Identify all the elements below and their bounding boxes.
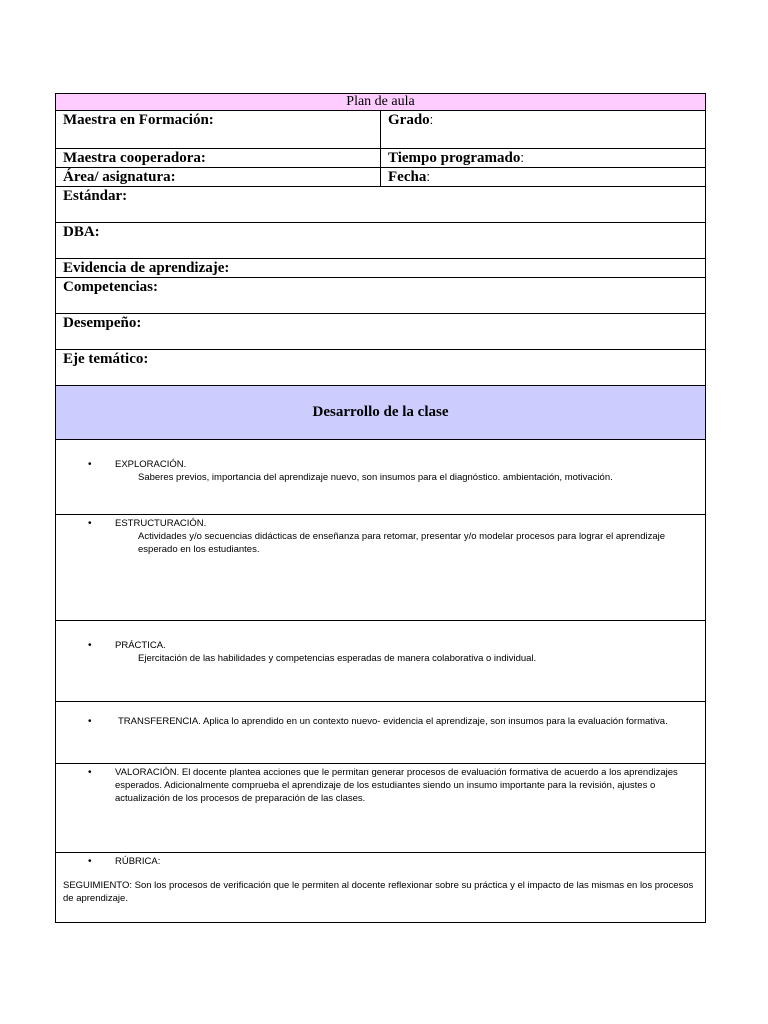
bullet-icon: • [88, 518, 92, 529]
fecha-colon: : [426, 169, 430, 184]
estandar-cell [56, 187, 706, 223]
estructuracion-text: Actividades y/o secuencias didácticas de enseñanza para retomar, presentar y/o modelar procesos para lograr el aprendizaje esperado en los estudiantes. [138, 531, 666, 555]
desempeno-label: Desempeño: [63, 315, 142, 331]
lesson-plan-document [55, 93, 705, 923]
exploracion-text: Saberes previos, importancia del aprendizaje nuevo, son insumos para el diagnóstico. ambientación, motivación. [138, 472, 613, 483]
bullet-icon: • [88, 459, 92, 470]
fecha-cell [381, 168, 706, 187]
valoracion-cell [56, 764, 706, 853]
seguimiento-text: SEGUIMIENTO: Son los procesos de verificación que le permiten al docente reflexionar sobre su práctica y el impacto de las mismas en los procesos de aprendizaje. [63, 880, 694, 904]
competencias-cell [56, 278, 706, 314]
maestra-cooperadora-label: Maestra cooperadora: [63, 150, 206, 166]
eje-tematico-label: Eje temático: [63, 351, 149, 367]
practica-cell [56, 621, 706, 702]
bullet-icon: • [88, 640, 92, 651]
bullet-icon: • [88, 767, 92, 778]
maestra-formacion-cell [56, 111, 381, 149]
estructuracion-title: ESTRUCTURACIÓN. [115, 518, 207, 529]
rubrica-cell [56, 853, 706, 923]
evidencia-label: Evidencia de aprendizaje: [63, 260, 230, 276]
area-cell [56, 168, 381, 187]
lesson-plan-table [55, 93, 706, 923]
exploracion-title: EXPLORACIÓN. [115, 459, 187, 470]
plan-title: Plan de aula [56, 94, 706, 111]
estructuracion-cell [56, 515, 706, 621]
competencias-label: Competencias: [63, 279, 158, 295]
dba-cell [56, 223, 706, 259]
fecha-label: Fecha [388, 169, 427, 185]
practica-text: Ejercitación de las habilidades y competencias esperadas de manera colaborativa o individual. [138, 653, 537, 664]
tiempo-label: Tiempo programado [388, 150, 521, 166]
area-label: Área/ asignatura: [63, 169, 176, 185]
transferencia-cell [56, 702, 706, 764]
dba-label: DBA: [63, 224, 100, 240]
desarrollo-heading: Desarrollo de la clase [56, 386, 706, 440]
estandar-label: Estándar: [63, 188, 128, 204]
tiempo-colon: : [520, 150, 524, 165]
evidencia-cell [56, 259, 706, 278]
tiempo-cell [381, 149, 706, 168]
valoracion-text: VALORACIÓN. El docente plantea acciones que le permitan generar procesos de evaluación formativa de acuerdo a los aprendizajes esperados. Adicionalmente comprueba el aprendizaje de los estudiantes siendo un insumo importante para la revisión, ajustes o actualización de los procesos de preparación de las clases. [115, 767, 678, 804]
grado-colon: : [429, 112, 434, 127]
maestra-formacion-label: Maestra en Formación: [63, 112, 214, 128]
desempeno-cell [56, 314, 706, 350]
grado-cell [381, 111, 706, 149]
eje-tematico-cell [56, 350, 706, 386]
transferencia-text: TRANSFERENCIA. Aplica lo aprendido en un contexto nuevo- evidencia el aprendizaje, son insumos para la evaluación formativa. [118, 716, 668, 727]
bullet-icon: • [88, 716, 92, 727]
bullet-icon: • [88, 856, 92, 867]
practica-title: PRÁCTICA. [115, 640, 166, 651]
maestra-cooperadora-cell [56, 149, 381, 168]
grado-label: Grado [388, 112, 430, 128]
exploracion-cell [56, 440, 706, 515]
rubrica-title: RÚBRICA: [115, 856, 161, 867]
